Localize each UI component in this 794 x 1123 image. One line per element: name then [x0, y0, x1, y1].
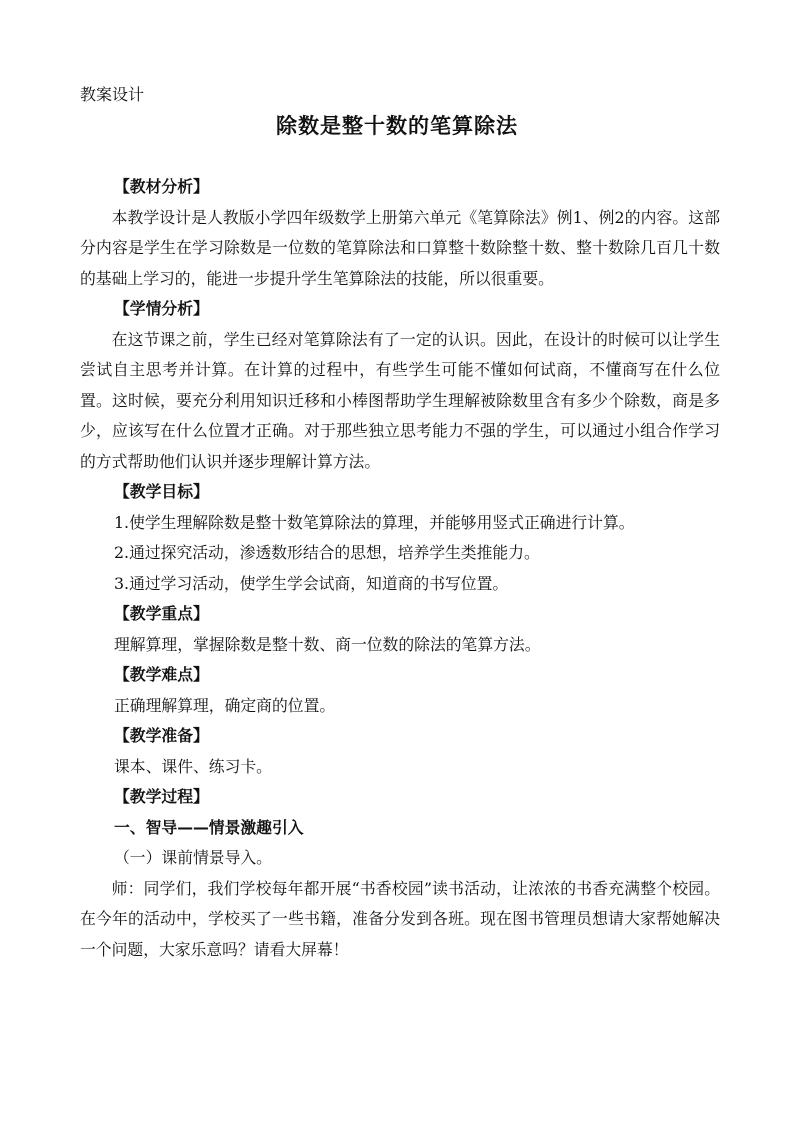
paragraph-learner: 在这节课之前，学生已经对笔算除法有了一定的认识。因此，在设计的时候可以让学生尝试自主思考并计算。在计算的过程中，有些学生可能不懂如何试商，不懂商写在什么位置。这时候，要充分利用知识迁移和小棒图帮助学生理解被除数里含有多少个除数，商是多少，应该写在什么位置才正确。对于那些独立思考能力不强的学生，可以通过小组合作学习的方式帮助他们认识并逐步理解计算方法。	[80, 329, 720, 471]
goal-item-1: 1.使学生理解除数是整十数笔算除法的算理，并能够用竖式正确进行计算。	[114, 512, 635, 532]
document-body	[80, 172, 720, 965]
paragraph-process: 师：同学们，我们学校每年都开展“书香校园”读书活动，让浓浓的书香充满整个校园。在今年的活动中，学校买了一些书籍，准备分发到各班。现在图书管理员想请大家帮她解决一个问题，大家乐意吗？请看大屏幕！	[80, 878, 720, 959]
section-heading-key-points: 【教学重点】	[114, 604, 209, 623]
process-step-one: 一、智导——情景激趣引入	[114, 817, 304, 837]
key-points-text: 理解算理，掌握除数是整十数、商一位数的除法的笔算方法。	[114, 634, 541, 654]
paragraph-material: 本教学设计是人教版小学四年级数学上册第六单元《笔算除法》例1、例2的内容。这部分内容是学生在学习除数是一位数的笔算除法和口算整十数除整十数、整十数除几百几十数的基础上学习的，能进一步提升学生笔算除法的技能，所以很重要。	[80, 207, 720, 288]
process-sub-one: （一）课前情景导入。	[114, 848, 272, 867]
goal-item-3: 3.通过学习活动，使学生学会试商，知道商的书写位置。	[114, 573, 509, 593]
section-heading-material: 【教材分析】	[114, 177, 209, 196]
section-heading-process: 【教学过程】	[114, 787, 209, 806]
section-heading-preparation: 【教学准备】	[114, 726, 209, 745]
difficulties-text: 正确理解算理，确定商的位置。	[114, 695, 336, 715]
section-heading-difficulties: 【教学难点】	[114, 665, 209, 684]
preparation-text: 课本、课件、练习卡。	[114, 756, 272, 776]
section-heading-learner: 【学情分析】	[114, 299, 209, 318]
goal-item-2: 2.通过探究活动，渗透数形结合的思想，培养学生类推能力。	[114, 543, 540, 562]
document-type-label: 教案设计	[80, 85, 145, 104]
section-heading-goals: 【教学目标】	[114, 482, 209, 501]
document-title: 除数是整十数的笔算除法	[276, 114, 518, 138]
